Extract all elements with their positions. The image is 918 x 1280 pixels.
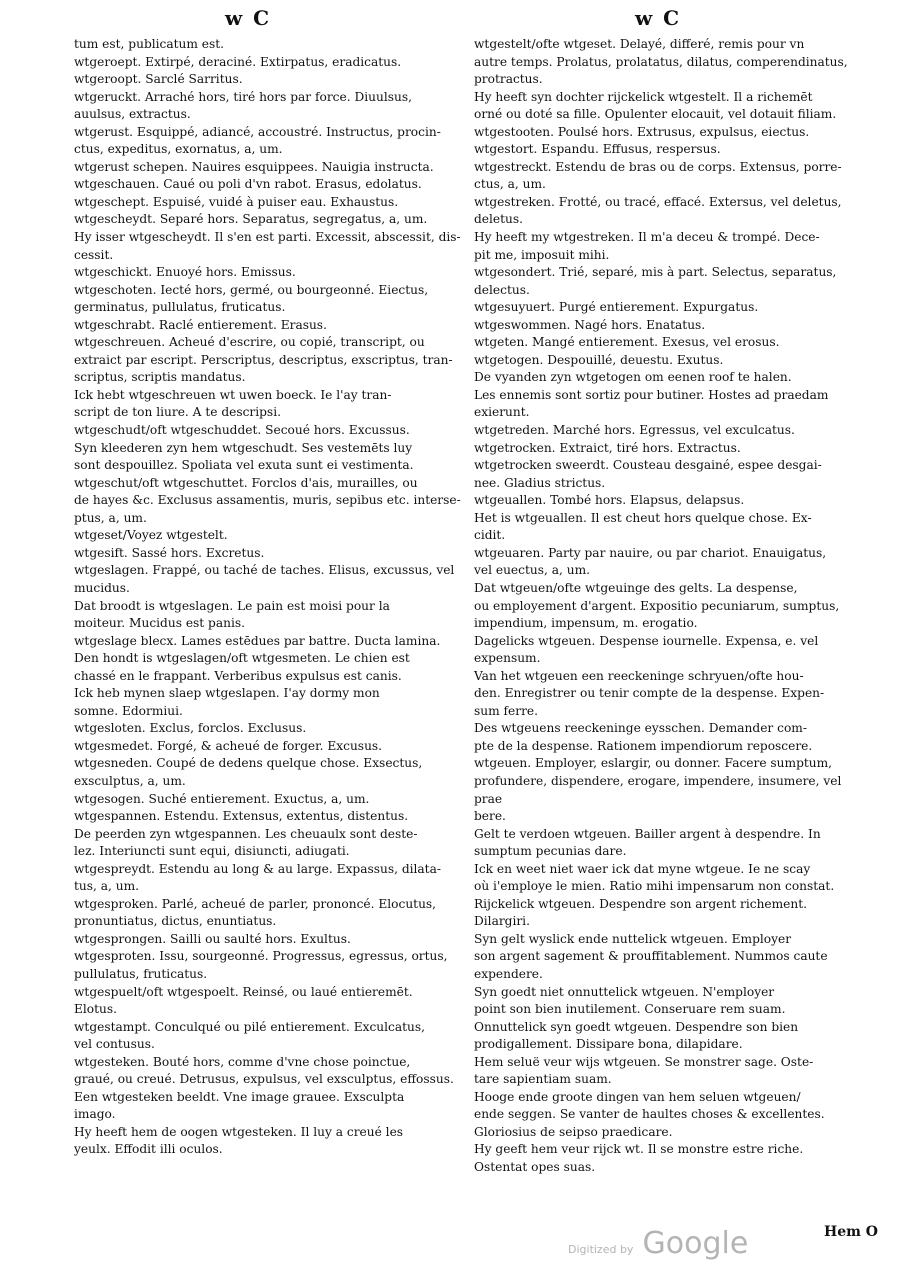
text-line: wtgeten. Mangé entierement. Exesus, vel erosus. — [474, 335, 780, 350]
text-line: wtgesloten. Exclus, forclos. Exclusus. — [74, 721, 307, 736]
text-line: vel contusus. — [74, 1037, 155, 1052]
text-line: wtgespreydt. Estendu au long & au large. Expassus, dilata- — [74, 861, 441, 876]
text-line: ende seggen. Se vanter de haultes choses & excellentes. — [474, 1107, 825, 1122]
text-line: wtgeswommen. Nagé hors. Enatatus. — [474, 317, 706, 332]
text-line: den. Enregistrer ou tenir compte de la despense. Expen- — [474, 686, 825, 701]
text-line: Les ennemis sont sortiz pour butiner. Hostes ad praedam — [474, 387, 829, 402]
text-line: wtgeschut/oft wtgeschuttet. Forclos d'ais, murailles, ou — [74, 475, 418, 490]
text-line: Rijckelick wtgeuen. Despendre son argent richement. — [474, 896, 808, 911]
text-line: Dat broodt is wtgeslagen. Le pain est moisi pour la — [74, 598, 390, 613]
text-line: auulsus, extractus. — [74, 107, 191, 122]
text-line: De vyanden zyn wtgetogen om eenen roof te halen. — [474, 370, 792, 385]
text-line: son argent sagement & prouffitablement. Nummos caute — [474, 949, 828, 964]
text-line: sumptum pecunias dare. — [474, 844, 627, 859]
text-line: Hy isser wtgescheydt. Il s'en est parti. Excessit, abscessit, dis- — [74, 230, 461, 245]
text-line: wtgetogen. Despouillé, deuestu. Exutus. — [474, 352, 724, 367]
text-line: cidit. — [474, 528, 506, 543]
text-line: yeulx. Effodit illi oculos. — [74, 1142, 223, 1157]
text-line: wtgeroopt. Sarclé Sarritus. — [74, 72, 243, 87]
text-line: wtgescheydt. Separé hors. Separatus, segregatus, a, um. — [74, 212, 428, 227]
text-line: Den hondt is wtgeslagen/oft wtgesmeten. Le chien est — [74, 651, 410, 666]
text-line: ctus, a, um. — [474, 177, 546, 192]
text-line: wtgestort. Espandu. Effusus, respersus. — [474, 142, 721, 157]
text-line: Hem seluë veur wijs wtgeuen. Se monstrer sage. Oste- — [474, 1054, 814, 1069]
text-line: protractus. — [474, 72, 543, 87]
text-line: Dat wtgeuen/ofte wtgeuinge des gelts. La despense, — [474, 580, 798, 595]
text-line: Het is wtgeuallen. Il est cheut hors quelque chose. Ex- — [474, 510, 812, 525]
text-line: wtgeuallen. Tombé hors. Elapsus, delapsus. — [474, 493, 745, 508]
text-line: Dagelicks wtgeuen. Despense iournelle. Expensa, e. vel — [474, 633, 819, 648]
text-line: Hy heeft hem de oogen wtgesteken. Il luy a creué les — [74, 1124, 404, 1139]
text-line: Ick heb mynen slaep wtgeslapen. I'ay dormy mon — [74, 686, 380, 701]
text-line: wtgestelt/ofte wtgeset. Delayé, differé, remis pour vn — [474, 37, 805, 51]
text-line: imago. — [74, 1107, 116, 1122]
text-line: Syn goedt niet onnuttelick wtgeuen. N'employer — [474, 984, 775, 999]
text-line: wtgesneden. Coupé de dedens quelque chose. Exsectus, — [74, 756, 423, 771]
text-line: wtgerust schepen. Nauires esquippees. Nauigia instructa. — [74, 159, 434, 174]
text-line: mucidus. — [74, 580, 130, 595]
text-line: ctus, expeditus, exornatus, a, um. — [74, 142, 283, 157]
right-column — [474, 36, 866, 1177]
text-line: deletus. — [474, 212, 523, 227]
text-line: extraict par escript. Perscriptus, descriptus, exscriptus, tran- — [74, 352, 453, 367]
text-line: Ostentat opes suas. — [474, 1160, 596, 1174]
text-line: wtgesogen. Suché entierement. Exuctus, a, um. — [74, 791, 370, 806]
text-line: script de ton liure. A te descripsi. — [74, 405, 281, 420]
text-line: Des wtgeuens reeckeninge eysschen. Demander com- — [474, 721, 807, 736]
text-line: wtgestooten. Poulsé hors. Extrusus, expulsus, eiectus. — [474, 124, 810, 139]
text-line: wtgerust. Esquippé, adiancé, accoustré. Instructus, procin- — [74, 124, 441, 139]
text-line: cessit. — [74, 247, 114, 262]
catchword: Hem O — [823, 1224, 878, 1240]
text-line: expensum. — [474, 651, 541, 666]
text-line: wtgeschoten. Iecté hors, germé, ou bourgeonné. Eiectus, — [74, 282, 429, 297]
text-line: wtgesproken. Parlé, acheué de parler, prononcé. Elocutus, — [74, 896, 437, 911]
text-line: profundere, dispendere, erogare, impendere, insumere, vel prae — [474, 773, 842, 806]
text-line: wtgeschrabt. Raclé entierement. Erasus. — [74, 317, 327, 332]
text-line: De peerden zyn wtgespannen. Les cheuaulx sont deste- — [74, 826, 418, 841]
text-line: pronuntiatus, dictus, enuntiatus. — [74, 914, 277, 929]
google-logo: Google — [642, 1226, 749, 1261]
text-line: prodigallement. Dissipare bona, dilapidare. — [474, 1037, 743, 1052]
text-line: ptus, a, um. — [74, 510, 147, 525]
text-line: wtgestreckt. Estendu de bras ou de corps. Extensus, porre- — [474, 159, 842, 174]
text-line: scriptus, scriptis mandatus. — [74, 370, 246, 385]
text-line: où i'employe le mien. Ratio mihi impensarum non constat. — [474, 879, 835, 894]
text-line: wtgeuaren. Party par nauire, ou par chariot. Enauigatus, — [474, 545, 827, 560]
text-line: Elotus. — [74, 1002, 118, 1017]
left-column — [74, 36, 474, 1159]
text-line: Een wtgesteken beeldt. Vne image grauee. Exsculpta — [74, 1089, 405, 1104]
text-line: Syn gelt wyslick ende nuttelick wtgeuen. Employer — [474, 931, 792, 946]
text-line: moiteur. Mucidus est panis. — [74, 616, 245, 631]
text-line: Van het wtgeuen een reeckeninge schryuen/ofte hou- — [474, 668, 804, 683]
text-line: exsculptus, a, um. — [74, 773, 186, 788]
text-line: ou employement d'argent. Expositio pecuniarum, sumptus, — [474, 598, 840, 613]
text-line: wtgeslage blecx. Lames estēdues par battre. Ducta lamina. — [74, 633, 441, 648]
text-line: tare sapientiam suam. — [474, 1072, 612, 1087]
text-line: wtgeschickt. Enuoyé hors. Emissus. — [74, 265, 296, 280]
text-line: wtgespuelt/oft wtgespoelt. Reinsé, ou laué entieremēt. — [74, 984, 413, 999]
text-line: wtgesift. Sassé hors. Excretus. — [74, 545, 265, 560]
text-line: de hayes &c. Exclusus assamentis, muris, sepibus etc. interse- — [74, 493, 461, 508]
text-line: nee. Gladius strictus. — [474, 475, 606, 490]
text-line: exierunt. — [474, 405, 530, 420]
running-head-left: w C — [225, 6, 272, 30]
text-line: Onnuttelick syn goedt wtgeuen. Despendre son bien — [474, 1019, 799, 1034]
text-line: wtgeschreuen. Acheué d'escrire, ou copié, transcript, ou — [74, 335, 425, 350]
text-line: impendium, impensum, m. erogatio. — [474, 616, 698, 631]
text-line: Hy heeft my wtgestreken. Il m'a deceu & trompé. Dece- — [474, 230, 820, 245]
text-line: point son bien inutilement. Conseruare rem suam. — [474, 1002, 786, 1017]
text-line: somne. Edormiui. — [74, 703, 183, 718]
text-line: wtgesproten. Issu, sourgeonné. Progressus, egressus, ortus, — [74, 949, 448, 964]
text-line: sont despouillez. Spoliata vel exuta sunt ei vestimenta. — [74, 458, 414, 473]
text-line: chassé en le frappant. Verberibus expulsus est canis. — [74, 668, 402, 683]
text-line: orné ou doté sa fille. Opulenter elocauit, vel dotauit filiam. — [474, 107, 837, 122]
text-line: wtgesprongen. Sailli ou saulté hors. Exultus. — [74, 931, 351, 946]
text-line: wtgeschudt/oft wtgeschuddet. Secoué hors. Excussus. — [74, 423, 410, 438]
text-line: wtgeslagen. Frappé, ou taché de taches. Elisus, excussus, vel — [74, 563, 455, 578]
text-line: Syn kleederen zyn hem wtgeschudt. Ses vestemēts luy — [74, 440, 413, 455]
running-head-right: w C — [635, 6, 682, 30]
watermark-prefix: Digitized by — [568, 1243, 634, 1256]
text-line: wtgesmedet. Forgé, & acheué de forger. Excusus. — [74, 738, 383, 753]
text-line: wtgeuen. Employer, eslargir, ou donner. Facere sumptum, — [474, 756, 833, 771]
text-line: sum ferre. — [474, 703, 538, 718]
text-line: bere. — [474, 809, 506, 824]
text-line: wtgesondert. Trié, separé, mis à part. Selectus, separatus, — [474, 265, 837, 280]
text-line: autre temps. Prolatus, prolatatus, dilatus, comperendinatus, — [474, 54, 848, 69]
text-line: wtgestampt. Conculqué ou pilé entierement. Exculcatus, — [74, 1019, 426, 1034]
text-line: Gloriosius de seipso praedicare. — [474, 1124, 673, 1139]
text-line: wtgeroept. Extirpé, deraciné. Extirpatus, eradicatus. — [74, 54, 402, 69]
text-line: tus, a, um. — [74, 879, 140, 894]
text-line: Gelt te verdoen wtgeuen. Bailler argent à despendre. In — [474, 826, 821, 841]
text-line: wtgetreden. Marché hors. Egressus, vel exculcatus. — [474, 423, 795, 438]
text-line: Hy heeft syn dochter rijckelick wtgestelt. Il a richemēt — [474, 89, 813, 104]
text-line: wtgesuyuert. Purgé entierement. Expurgatus. — [474, 300, 759, 315]
text-line: wtgeschauen. Caué ou poli d'vn rabot. Erasus, edolatus. — [74, 177, 422, 192]
text-line: tum est, publicatum est. — [74, 37, 225, 51]
text-line: wtgetrocken. Extraict, tiré hors. Extractus. — [474, 440, 741, 455]
text-line: lez. Interiuncti sunt equi, disiuncti, adiugati. — [74, 844, 350, 859]
text-line: vel euectus, a, um. — [474, 563, 591, 578]
text-line: pullulatus, fruticatus. — [74, 966, 208, 981]
text-line: expendere. — [474, 966, 543, 981]
text-line: wtgeschept. Espuisé, vuidé à puiser eau. Exhaustus. — [74, 194, 399, 209]
text-line: wtgetrocken sweerdt. Cousteau desgainé, espee desgai- — [474, 458, 822, 473]
digitized-watermark — [568, 1226, 748, 1261]
text-line: Hy geeft hem veur rijck wt. Il se monstre estre riche. — [474, 1142, 804, 1157]
text-line: wtgespannen. Estendu. Extensus, extentus, distentus. — [74, 809, 409, 824]
text-line: pte de la despense. Rationem impendiorum reposcere. — [474, 738, 813, 753]
text-line: wtgestreken. Frotté, ou tracé, effacé. Extersus, vel deletus, — [474, 194, 842, 209]
text-line: wtgeset/Voyez wtgestelt. — [74, 528, 228, 543]
text-line: Ick hebt wtgeschreuen wt uwen boeck. Ie l'ay tran- — [74, 387, 392, 402]
text-line: graué, ou creué. Detrusus, expulsus, vel exsculptus, effossus. — [74, 1072, 454, 1087]
text-line: delectus. — [474, 282, 530, 297]
text-line: Dilargiri. — [474, 914, 530, 929]
text-line: Hooge ende groote dingen van hem seluen wtgeuen/ — [474, 1089, 801, 1104]
text-line: wtgesteken. Bouté hors, comme d'vne chose poinctue, — [74, 1054, 411, 1069]
text-line: Ick en weet niet waer ick dat myne wtgeue. Ie ne scay — [474, 861, 811, 876]
text-line: wtgeruckt. Arraché hors, tiré hors par force. Diuulsus, — [74, 89, 412, 104]
text-line: pit me, imposuit mihi. — [474, 247, 610, 262]
text-line: germinatus, pullulatus, fruticatus. — [74, 300, 286, 315]
